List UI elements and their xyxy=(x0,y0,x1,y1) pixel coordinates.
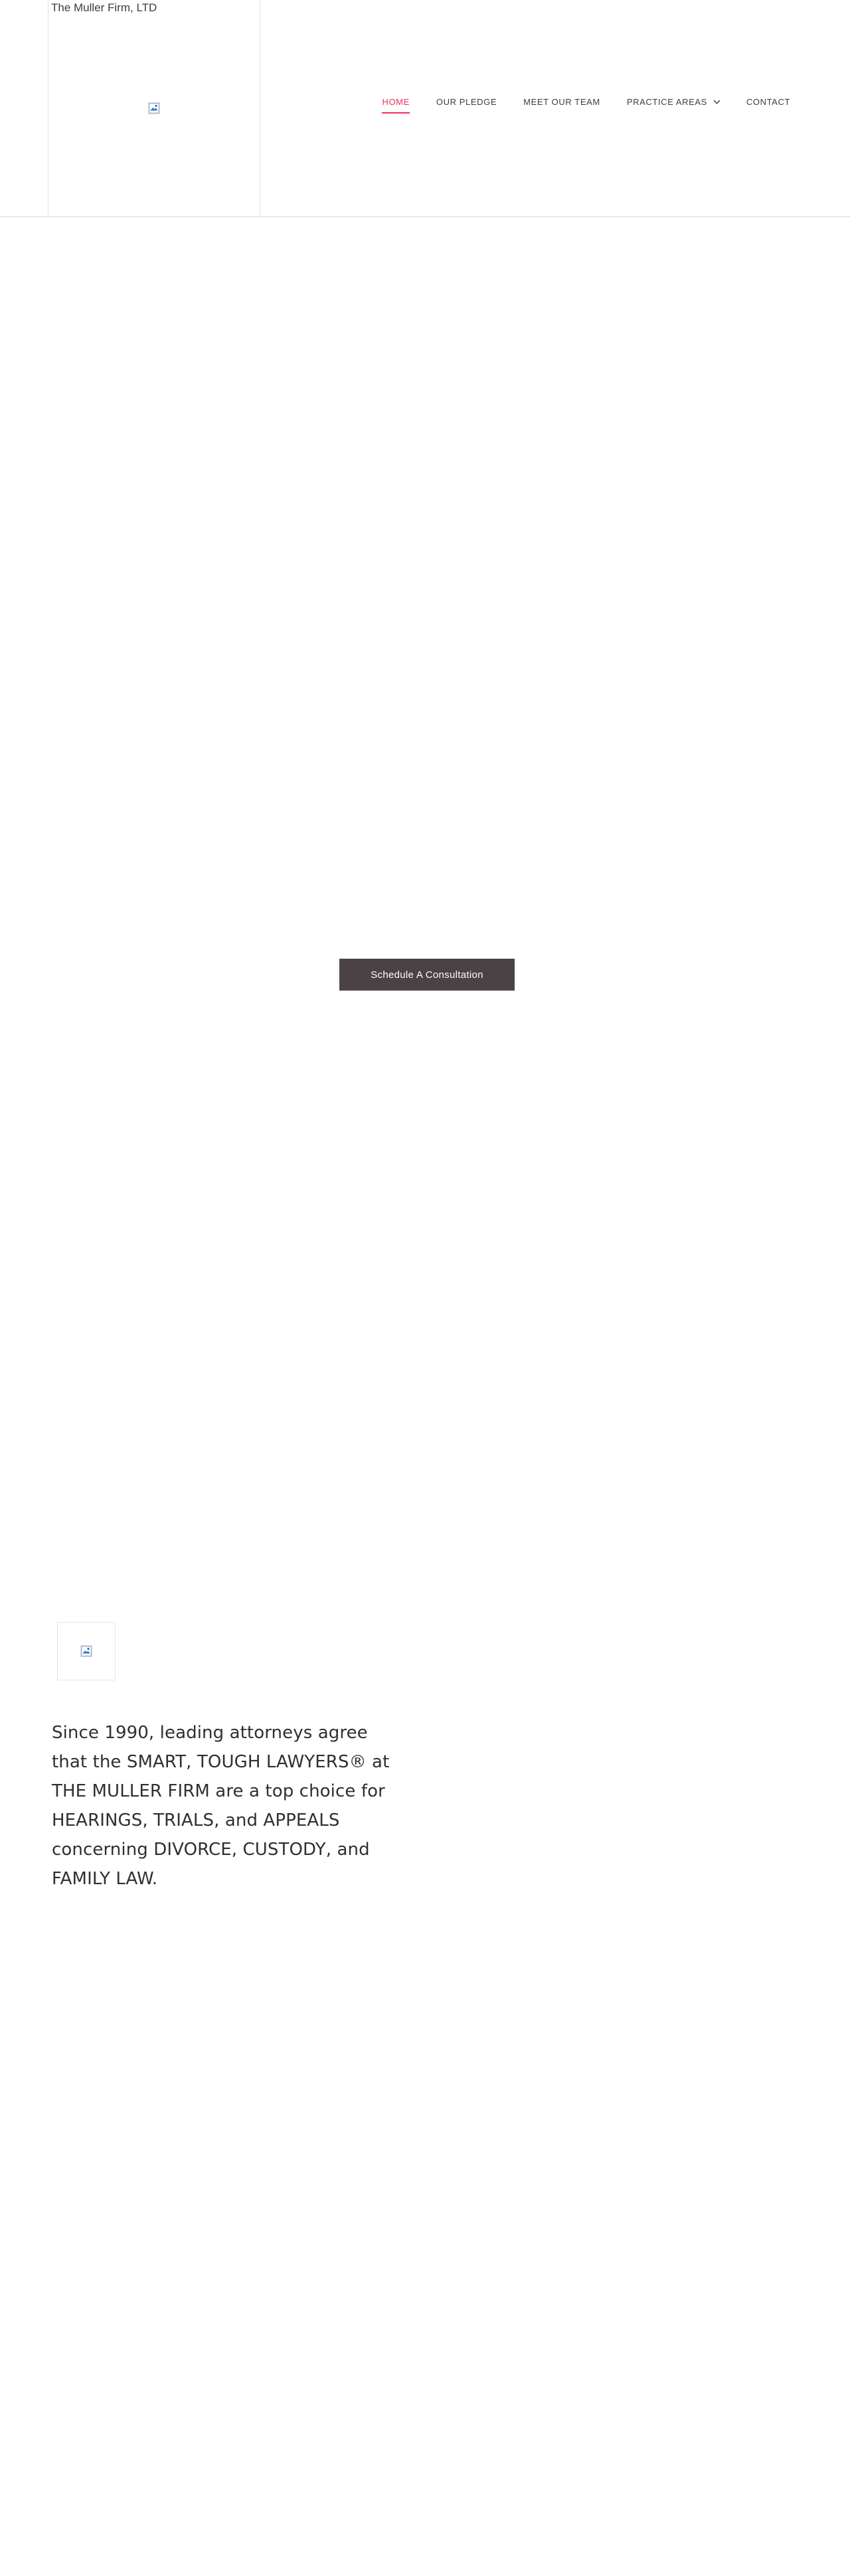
schedule-consultation-button[interactable]: Schedule A Consultation xyxy=(339,959,515,991)
nav-item-label: OUR PLEDGE xyxy=(436,97,497,107)
intro-badge-image xyxy=(57,1622,116,1680)
broken-image-icon xyxy=(149,103,160,114)
nav-item-our-pledge[interactable] xyxy=(423,93,510,111)
logo-alt-text: The Muller Firm, LTD xyxy=(51,1,157,14)
nav-item-meet-our-team[interactable] xyxy=(510,93,614,111)
hero-section xyxy=(0,217,850,1598)
nav-item-label: HOME xyxy=(382,97,410,107)
nav-item-contact[interactable] xyxy=(733,93,804,111)
broken-image-icon xyxy=(81,1646,92,1657)
intro-paragraph: Since 1990, leading attorneys agree that the SMART, TOUGH LAWYERS® at THE MULLER FIRM are a top choice for HEARINGS, TRIALS, and APPEALS concerning DIVORCE, CUSTODY, and FAMILY LAW. xyxy=(52,1723,390,1889)
nav-item-label: CONTACT xyxy=(746,97,790,107)
nav-item-label: PRACTICE AREAS xyxy=(626,97,707,107)
nav-item-label: MEET OUR TEAM xyxy=(523,97,600,107)
nav-item-home[interactable] xyxy=(369,93,422,111)
logo[interactable] xyxy=(48,0,260,216)
intro-section xyxy=(0,1593,850,1992)
main-navigation xyxy=(369,93,804,111)
nav-item-practice-areas[interactable] xyxy=(614,93,733,111)
site-header xyxy=(0,0,850,217)
chevron-down-icon xyxy=(713,98,720,105)
